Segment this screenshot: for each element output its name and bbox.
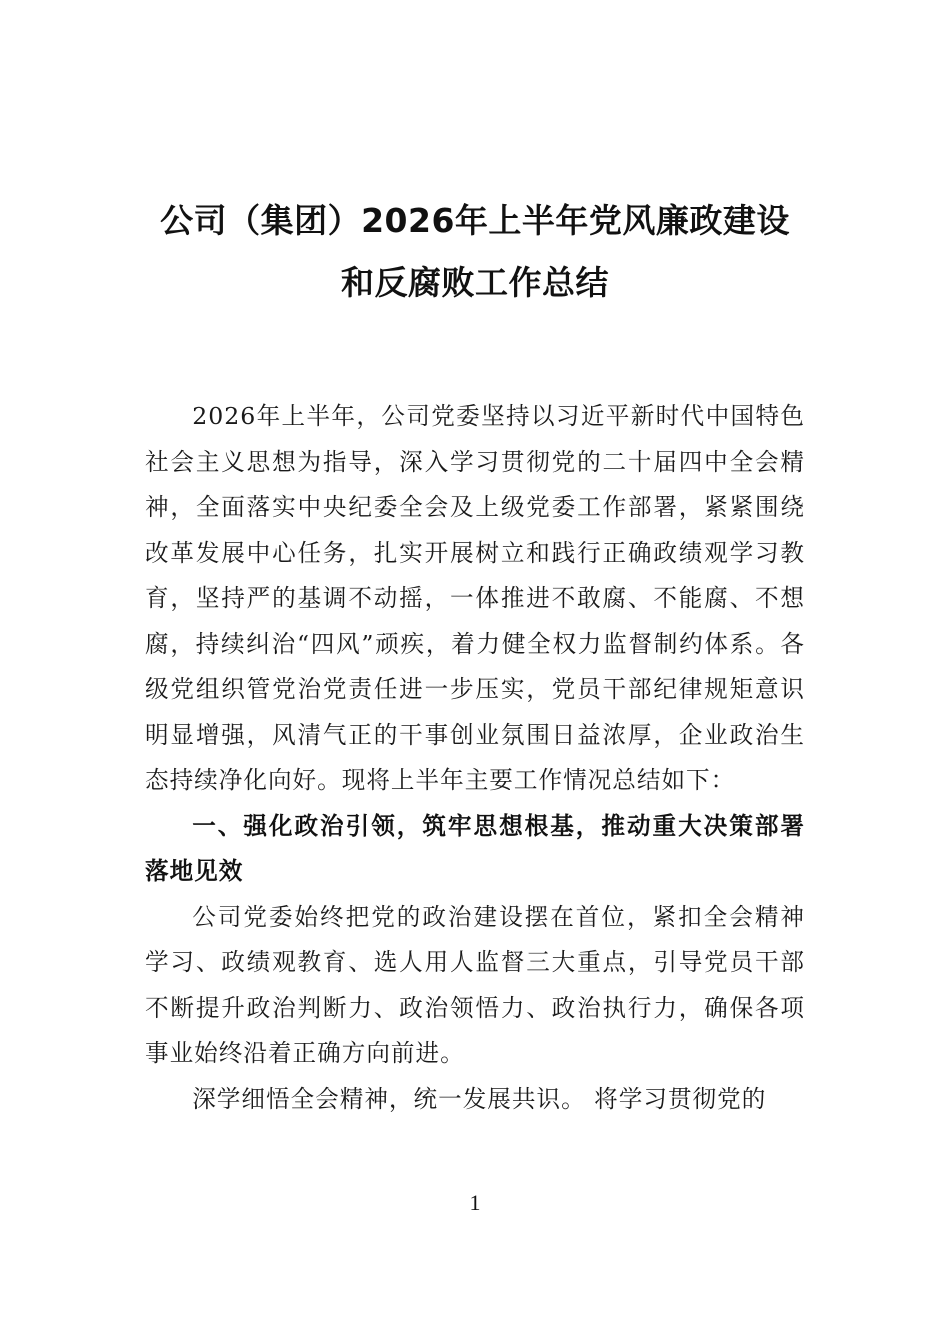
section-1-subparagraph: 深学细悟全会精神，统一发展共识。 将学习贯彻党的: [192, 1084, 767, 1113]
document-title: [145, 190, 805, 314]
page-number: 1: [469, 1190, 481, 1215]
title-line-2: 和反腐败工作总结: [341, 263, 609, 302]
title-line-1: 公司（集团）2026年上半年党风廉政建设: [160, 201, 790, 240]
intro-paragraph: 2026年上半年，公司党委坚持以习近平新时代中国特色社会主义思想为指导，深入学习贯彻党的二十届四中全会精神，全面落实中央纪委全会及上级党委工作部署，紧紧围绕改革发展中心任务，扎实开展树立和践行正确政绩观学习教育，坚持严的基调不动摇，一体推进不敢腐、不能腐、不想腐，持续纠治“四风”顽疾，着力健全权力监督制约体系。各级党组织管党治党责任进一步压实，党员干部纪律规矩意识明显增强，风清气正的干事创业氛围日益浓厚，企业政治生态持续净化向好。现将上半年主要工作情况总结如下：: [145, 402, 805, 794]
section-heading-1: 一、强化政治引领，筑牢思想根基，推动重大决策部署落地见效: [145, 811, 805, 885]
document-body: [145, 394, 805, 1122]
section-1-paragraph: 公司党委始终把党的政治建设摆在首位，紧扣全会精神学习、政绩观教育、选人用人监督三大重点，引导党员干部不断提升政治判断力、政治领悟力、政治执行力，确保各项事业始终沿着正确方向前进。: [145, 902, 805, 1067]
